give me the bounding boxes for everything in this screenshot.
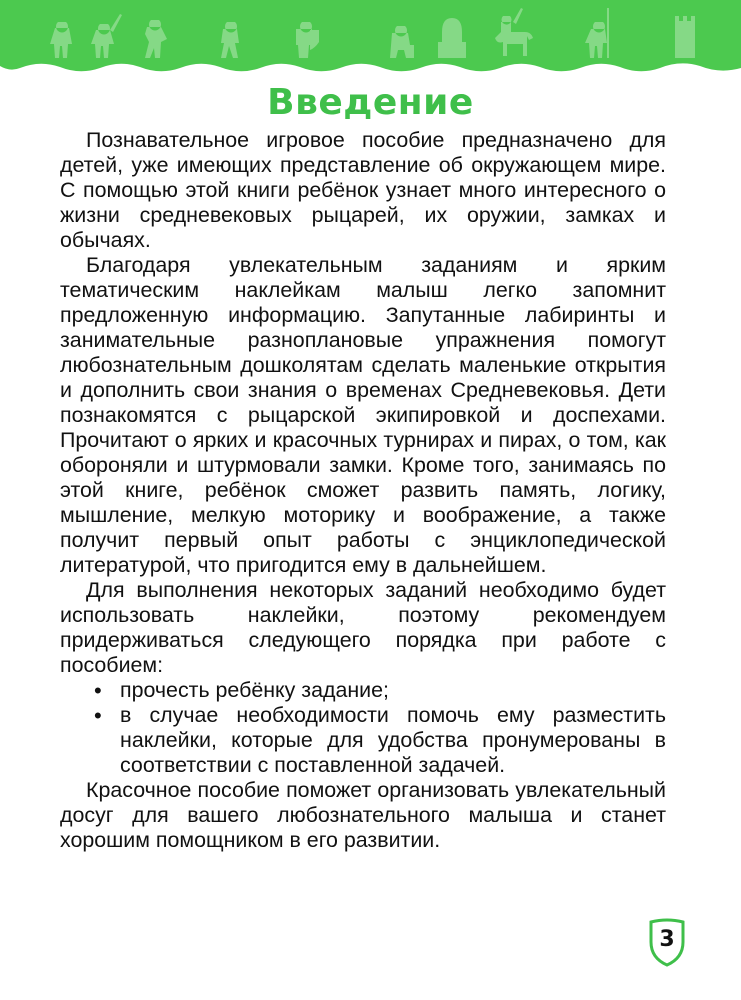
header-banner bbox=[0, 0, 741, 82]
list-item: • в случае необходимости помочь ему разместить наклейки, которые для удобства пронумерованы в соответствии с поставленной задачей. bbox=[94, 703, 666, 778]
banner-graphic bbox=[0, 0, 741, 82]
list-item: • прочесть ребёнку задание; bbox=[94, 678, 666, 703]
paragraph: Познавательное игровое пособие предназначено для детей, уже имеющих представление об окружающем мире. С помощью этой книги ребёнок узнает много интересного о жизни средневековых рыцарей, их оружии, замках и обычаях. bbox=[60, 128, 666, 252]
page-number: 3 bbox=[659, 927, 675, 952]
paragraph: Красочное пособие поможет организовать увлекательный досуг для вашего любознательного малыша и станет хорошим помощником в его развитии. bbox=[60, 778, 666, 852]
page-title: Введение bbox=[267, 82, 474, 123]
paragraph: Благодаря увлекательным заданиям и ярким тематическим наклейкам малыш легко запомнит предложенную информацию. Запутанные лабиринты и занимательные разноплановые упражнения помогут любознательным дошколятам сделать маленькие открытия и дополнить свои знания о временах Средневековья. Дети познакомятся с рыцарской экипировкой и доспехами. Прочитают о ярких и красочных турнирах и пирах, о том, как обороняли и штурмовали замки. Кроме того, занимаясь по этой книге, ребёнок сможет развить память, логику, мышление, мелкую моторику и воображение, а также получит первый опыт работы с энциклопедической литературой, что пригодится ему в дальнейшем. bbox=[60, 253, 666, 577]
instruction-list bbox=[60, 678, 666, 778]
tower-icon bbox=[675, 16, 695, 58]
paragraph: Для выполнения некоторых заданий необходимо будет использовать наклейки, поэтому рекомендуем придерживаться следующего порядка при работе с пособием: bbox=[60, 578, 666, 677]
intro-text bbox=[60, 128, 666, 853]
page-number-badge bbox=[648, 918, 686, 968]
